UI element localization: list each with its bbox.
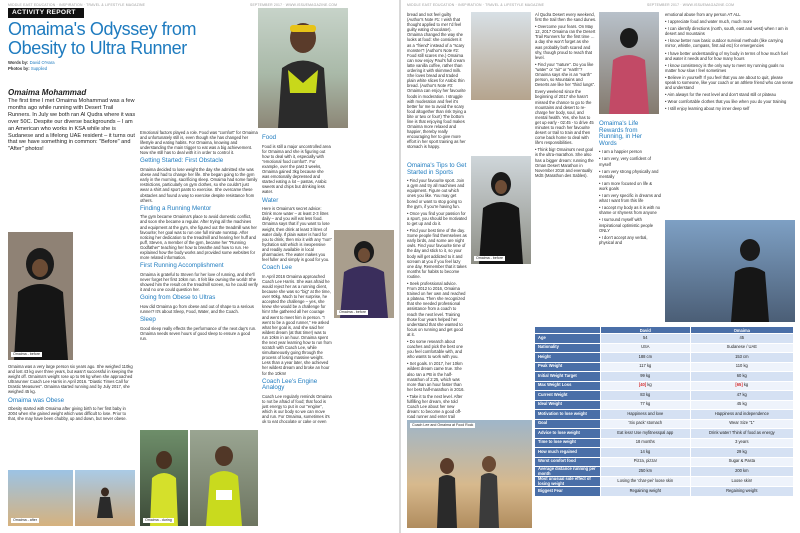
table-cell-david: 99 kg <box>601 372 691 382</box>
paragraph: In April 2016 Omaima approached Coach Lee Harris. She was afraid he would reject her as a running client, because she was so "big" at the time, over 90kg. Much to her surprise, he accepted the challenge – yes, she knew she would be a challenge for him! She gathered all her courage and went to meet him in person. "I went to be a good runner," He asked what her goal is, and she said her wildest dream (at that time!) was to run 10km in an hour. Omaima spent the next year learning how to run from scratch with Coach Lee, while simultaneously going through the process of losing massive weight. Less than a year later, she achieved her wildest dream and broke an hour for the 10km! <box>262 273 332 376</box>
table-cell-omaima: 60 kg <box>690 372 793 382</box>
table-row-label: Nationality <box>535 343 601 353</box>
table-cell-omaima: Happiness and independence <box>690 410 793 420</box>
subheading: Getting Started: First Obstacle <box>140 157 224 165</box>
table-cell-david: Losing the 'char-pei' loose skin <box>601 477 691 487</box>
caption-before-2: Omaima - before <box>339 310 366 315</box>
tip-item: • Do some research about coaches and pick the best one you feel comfortable with, and who wants to work with you. <box>407 339 463 360</box>
paragraph: Food is still a major uncontrolled area for Omaima and she is figuring out how to deal with it, especially with "emotional food comfort". For example, over the past 3 weeks, Omaima gained 3kg because she was emotionally depressed and started eating a lot – pastas, Arabic sweets and chips but drinking less water. <box>262 143 331 195</box>
subheading: Food <box>262 134 277 141</box>
paragraph: How did Omaima go from obese and out of shape to a serious runner? It's about Sleep, Food, Water, and the Coach. <box>140 303 254 314</box>
table-body <box>535 334 794 497</box>
paragraph: bread and not feel guilty (Author's Note #1: I wish that thought applied to me! I'd feel guilty eating chocolate!). Omaima changed the way she looks at food: she considers it as a "friend" instead of a "scary monster"! (Author's Note #2: Food still scares me.) Omaima can now enjoy Paul's full cream latte vanilla coffee, rather than ordering it with skimmed milk. She loves bread and traded plain white slices for Arabic thin bread. (Author's Note #3: Omaima can enjoy her favourite foods in moderation. I struggle with moderation and feel it's better for me to avoid the scary food altogether than risk trying a bite or two or four!) The bottom line is that enjoying food makes Omaima more relaxed and happier, thereby really encouraging her to give more effort in her sport training as her stomach is happy. <box>407 12 467 150</box>
subheading: Sleep <box>140 315 156 323</box>
paragraph: • Believe in yourself! If you feel that you are about to quit, please speak to someone, like your coach or an athlete friend who can sense and understand <box>665 74 794 91</box>
table-cell-omaima: 45 <box>690 334 793 344</box>
table-cell-omaima: 29 kg <box>690 448 793 458</box>
table-cell-david: 18 months <box>601 438 691 448</box>
table-row <box>535 400 794 410</box>
paragraph: Omaima was a very large person six years ago. She weighed 110kg and lost 43 kg over three years, but wasn't successful in keeping the weight off. Omaima's weight rose up to 96 kg when she approached Ultrarunner Coach Lee Harris in April 2016. "Diastic Times Call for Drastic Measures". Omaima started running and by July 2017, she weighed 45 kg. <box>8 364 134 395</box>
table-row-label: Advice to lose weight <box>535 429 601 439</box>
table-row <box>535 391 794 401</box>
paragraph: Al Qudra Desert every weekend, first the trail then the sand dunes. <box>535 12 597 23</box>
table-row-label: How much regained <box>535 448 601 458</box>
reward-item: • I am very strong physically and mentally <box>599 168 659 179</box>
table-cell-omaima: Drink water! Think of food as energy <box>690 429 793 439</box>
column-a <box>407 12 467 158</box>
table-row <box>535 467 794 477</box>
tip-item: • Find your best time of the day. Some people find themselves as early birds, and some are night owls. Find your favourite time of the day and stick to it, so your body will get addicted to it and scream at you if you feel lazy one day. Remember that it takes months for habits to become routine. <box>407 228 467 279</box>
table-cell-david: 188 cm <box>601 353 691 363</box>
caption-before-1: Omaima - before <box>13 352 40 357</box>
table-header-cell: David <box>601 327 691 334</box>
photo-after-1 <box>8 470 73 526</box>
table-cell-david: 14 kg <box>601 448 691 458</box>
paragraph: Here is Omaima's secret advice: Drink more water – at least 2-3 litres daily – and you will eat less food. Omaima says that if you want to lose weight, then drink at least 3 litres of water daily. If plain water is hard for you to drink, then mix it with any "non" hydration salt which is inexpensive and readily available in local pharmacies. The water makes you feel fuller and simply is good for you. <box>262 206 332 263</box>
column-c <box>535 12 597 218</box>
table-cell-david: 250 km <box>601 467 691 477</box>
running-head-date: SEPTEMBER 2017 · WWW.ISSUEMAGAZINE.COM <box>647 3 735 7</box>
paragraph: emotional abuse from any person AT ALL <box>665 12 741 17</box>
paragraph: • I know consistency is the only way to meet my running goals no matter how slow I feel sometimes <box>665 62 785 73</box>
table-row-label: Initial Weight Target <box>535 372 601 382</box>
caption-after-1: Omaima - after <box>13 518 37 523</box>
byline-photos <box>8 66 47 72</box>
column-c <box>262 132 332 528</box>
reward-item: • I surround myself with inspirational optimistic people ONLY <box>599 217 654 233</box>
right-page <box>401 0 800 533</box>
table-cell-omaima: Sudanese / UAE <box>690 343 793 353</box>
table-row-label: Motivation to lose weight <box>535 410 601 420</box>
table-row <box>535 353 794 363</box>
table-cell-omaima: 45 kg <box>690 400 793 410</box>
table-row-label: Biggest Fear <box>535 487 601 497</box>
comparison-table <box>534 326 794 497</box>
reward-item: • I am a happier person <box>599 149 642 155</box>
tips-column <box>407 160 467 420</box>
life-heading: Omaima's Life Rewards from Running, in Her Words <box>599 120 642 147</box>
photo-before-3 <box>471 156 531 264</box>
highlight-value: [40] <box>638 382 647 388</box>
tips-heading: Omaima's Tips to Get Started in Sports <box>407 162 467 176</box>
photo-before-1 <box>8 232 73 360</box>
table-row-label: Most unusual side effect of losing weight <box>535 477 601 487</box>
photo-after-3 <box>665 220 795 322</box>
photo-group <box>471 12 531 100</box>
paragraph: Omaima decided to lose weight the day she admitted she was obese and had to change her life. She began going to the gym early in the morning, sacrificing sleep. Omaima had some family restrictions, particularly on gym clothes, so she couldn't just wear a shirt and sport pants to exercise. She overcame these obstacles and found a way to exercise despite resistance from others. <box>140 167 258 203</box>
table-cell-david: Regaining weight <box>601 487 691 497</box>
column-a <box>8 364 135 468</box>
column-d <box>665 12 795 218</box>
subheading: Coach Lee's Engine Analogy <box>262 377 318 392</box>
caption-during: Omaima - during <box>145 518 172 523</box>
table-cell-david: 54 <box>601 334 691 344</box>
caption-before-3: Omaima - before <box>476 256 503 261</box>
photo-race <box>190 430 258 526</box>
table-row-label: Goal <box>535 419 601 429</box>
paragraph: The gym became Omaima's place to avoid domestic conflict, and soon she became a regular. After trying all the machines and equipment at the gym, she figured out the treadmill was her favourite; her goal was to run one full minute nonstop. After noticing her dedication to the treadmill and hearing her huff and puff, Steven, a member of the gym, became her "Running Godfather" teaching her how to breathe and how to run. He explained how the body works and provided some websites for more related information. <box>140 214 257 261</box>
photo-food-rock <box>407 420 532 528</box>
reward-item: • I am more focused on life & work goals <box>599 180 653 191</box>
byline-words-value: David O'Hara <box>29 60 55 65</box>
tip-item: • Take it to the next level. After fulfilling her dream, she told Coach Lee about her new dream: to become a good off-road runner and enter trail <box>407 393 463 420</box>
table-cell-omaima: 153 cm <box>690 353 793 363</box>
tip-item: • Find your favourite sport. Join a gym and try all machines and equipment. Figure out which ones you like. You may get bored or want to stop going to the gym, if you're having fun. <box>407 178 465 209</box>
reward-item: • I am very, very confident of myself <box>599 156 651 167</box>
table-cell-omaima: 47 kg <box>690 391 793 401</box>
photo-after-2 <box>599 12 659 114</box>
photo-during <box>140 430 188 526</box>
paragraph: • I appreciate food and water much, much more <box>665 19 753 25</box>
table-row-label: Ideal Weight <box>535 400 601 410</box>
table-row <box>535 372 794 382</box>
table-row <box>535 362 794 372</box>
table-row-label: Time to lose weight <box>535 438 601 448</box>
paragraph: • Think big! Omaima's next goal is the ultra-marathon. She also has a bigger dream: running the Oman Desert Marathon in November 2018 and eventually MdS (Marathon des Sables). <box>535 147 594 178</box>
table-header-cell: Omaima <box>690 327 793 334</box>
caption-food-rock: Coach Lee and Omaima at Food Rock <box>412 423 474 427</box>
article-title: Omaima's Odyssey from Obesity to Ultra Runner <box>8 19 197 58</box>
reward-item: • I don't accept any verbal, physical and <box>599 234 648 245</box>
photo-desert-run <box>75 470 135 526</box>
table-cell-omaima: 3 years <box>690 438 793 448</box>
table-row-label: Height <box>535 353 601 363</box>
table-cell-omaima: Loose skin! <box>690 477 793 487</box>
running-head-date: SEPTEMBER 2017 · WWW.ISSUEMAGAZINE.COM <box>250 3 338 7</box>
paragraph: • Aim always for the next level and don't stand still or plateau <box>665 92 776 98</box>
subheading: Going from Obese to Ultras <box>140 294 216 302</box>
paragraph: Every weekend since the beginning of 2017 she hasn't missed the chance to go to the mountains and desert to re-charge her body, soul, and mental health. Yes, she has to get up early - 02:45 - to drive 45 minutes to reach her favourite desert or trail to train and then come back home to deal with life's responsibilities. <box>535 89 594 146</box>
paragraph: • Overcome your fears. On May 12, 2017 Omaima ran the Desert Trail Runners for the first time … a day she won't forget as she was probably both scared and shy, though proud to reach that level. <box>535 24 596 60</box>
runner-silhouette-icon <box>258 8 348 128</box>
tip-item: • Once you find your passion for a sport, you should be motivated to get up and do it. <box>407 210 467 226</box>
photo-before-2 <box>334 230 394 318</box>
hero-photo-omaima <box>258 8 348 128</box>
table-row <box>535 419 794 429</box>
table-header-cell <box>535 327 601 334</box>
table-row <box>535 410 794 420</box>
table-cell-david: 77 kg <box>601 400 691 410</box>
byline-photos-value: Supplied <box>30 66 48 71</box>
paragraph: • I know better now basic outdoor survival methods (like carrying mirror, whistle, compass, first aid etc) for emergencies <box>665 38 783 49</box>
table-row <box>535 448 794 458</box>
running-head: MIDDLE EAST EDUCATION · INSPIRATION · TRAVEL & LIFESTYLE MAGAZINE <box>8 3 146 7</box>
table-cell-david: Pizza, pizza! <box>601 457 691 467</box>
table-cell-david: 117 kg <box>601 362 691 372</box>
table-row-label: Average distance running per month <box>535 467 601 477</box>
table-cell-david: [40] kg <box>601 381 691 391</box>
section-badge: ACTIVITY REPORT <box>8 8 84 18</box>
table-cell-david: 'Six pack' stomach <box>601 419 691 429</box>
paragraph: • I have better understanding of my body in terms of how much fuel and water it needs and for how many hours <box>665 50 788 61</box>
tip-item: • Seek professional advice. From 2012 to 2016, Omaima trained on her own and reached a plateau. Then she recognized that she needed professional assistance from a coach to reach the next level. Training those four years helped her understand that she wanted to focus on running and get good at it. <box>407 280 466 337</box>
table-cell-david: 83 kg <box>601 391 691 401</box>
table-row-label: Current Weight <box>535 391 601 401</box>
reward-item: • I accept my body as it is with no shame or shyness from anyone <box>599 205 661 216</box>
left-page <box>0 0 399 533</box>
paragraph: Omaima is grateful to Steven for her love of running, and she'll never forget her first 10km run. It felt like owning the world! She showed him the result on the treadmill screen, so he could verify it and no one could question her. <box>140 271 258 293</box>
tip-item: • Set goals. In 2017, her 10km wildest dream came true. She also ran a PB in the half-marathon of 2:25, which was more than an hour faster than her best half-marathon in 2016. <box>407 361 465 392</box>
table-row-label: Worst comfort food <box>535 457 601 467</box>
subheading: Coach Lee <box>262 264 292 272</box>
table-cell-omaima: Sugar & Pasta <box>690 457 793 467</box>
paragraph: Coach Lee regularly reminds Omaima to not be afraid of food; that food is just energy to put in our "engine", which is our body so we can move and run. For Omaima, sometimes it's ok to eat chocolate or cake or even <box>262 393 332 425</box>
life-rewards-column <box>599 118 661 324</box>
table-cell-omaima: 200 km <box>690 467 793 477</box>
table-cell-david: Eat less! Use myfitnesspal app <box>601 429 691 439</box>
table-row <box>535 438 794 448</box>
subject-name: Omaima Mohammad <box>8 88 87 97</box>
table-row-label: Peak Weight <box>535 362 601 372</box>
table-row <box>535 381 794 391</box>
table-row <box>535 429 794 439</box>
table-cell-david: Happiness and love <box>601 410 691 420</box>
subheading: First Running Accomplishment <box>140 262 224 270</box>
paragraph: Good sleep really effects the performance of the next day's run. Omaima needs seven hours of good sleep to ensure a good run. <box>140 325 257 341</box>
table-cell-david: USA <box>601 343 691 353</box>
table-row <box>535 477 794 487</box>
table-row-label: Age <box>535 334 601 344</box>
table-row <box>535 487 794 497</box>
subheading-obese: Omaima was Obese <box>8 396 65 404</box>
subheading: Finding a Running Mentor <box>140 204 212 212</box>
byline-words-label: Words by: <box>8 60 29 65</box>
paragraph: Obesity started with Omaima after giving birth to her first baby in 2004 when she gained weight which was difficult to lose. Prior to that, she may have been chubby, up and down, but never obese. <box>8 406 127 422</box>
highlight-value: [65] <box>735 382 743 388</box>
table-cell-omaima: [65] kg <box>690 381 793 391</box>
paragraph: • Find your "nature". Do you like "water" or "air" or "earth"? Omaima says she is an "earth" person, so Mountains and Deserts are like her "third lungs". <box>535 61 596 88</box>
table-row <box>535 334 794 344</box>
byline-photos-label: Photos by: <box>8 66 30 71</box>
table-row <box>535 343 794 353</box>
reward-item: • I am very specific in dreams and what I want from this life <box>599 193 661 204</box>
table-cell-omaima: Regaining weight <box>690 487 793 497</box>
paragraph: • I still enjoy learning about my inner deep self <box>665 106 750 112</box>
subheading: Water <box>262 196 279 204</box>
table-row-label: Max Weight Loss <box>535 381 601 391</box>
paragraph: Emotional factors played a role. Food was "comfort" for Omaima and unfortunately still is, even though she has changed her lifestyle and eating habits. For Omaima, knowing and understanding the main trigger to eat was a big achievement. Now she still has to deal with it in order to control it. <box>140 130 258 156</box>
paragraph: • I can identify directions (north, south, east and west) when I am in desert and mountains <box>665 26 788 37</box>
running-head: MIDDLE EAST EDUCATION · INSPIRATION · TRAVEL & LIFESTYLE MAGAZINE <box>407 3 545 7</box>
table-header-row <box>535 327 794 334</box>
table-cell-omaima: Wear Size "1" <box>690 419 793 429</box>
column-b <box>140 130 258 418</box>
table-cell-omaima: 110 kg <box>690 362 793 372</box>
paragraph: • Wear comfortable clothes that you like when you do your training <box>665 99 787 105</box>
intro-paragraph: The first time I met Omaima Mohammad was a few months ago while running with Desert Trail Runners. In July we both ran Al Qudra where it was over 50C. Despite our diverse backgrounds – I am an American who works in KSA while she is Sudanese and a lifelong UAE resident – it turns out that we have something in common: "Before" and "After" photos! <box>8 98 136 153</box>
